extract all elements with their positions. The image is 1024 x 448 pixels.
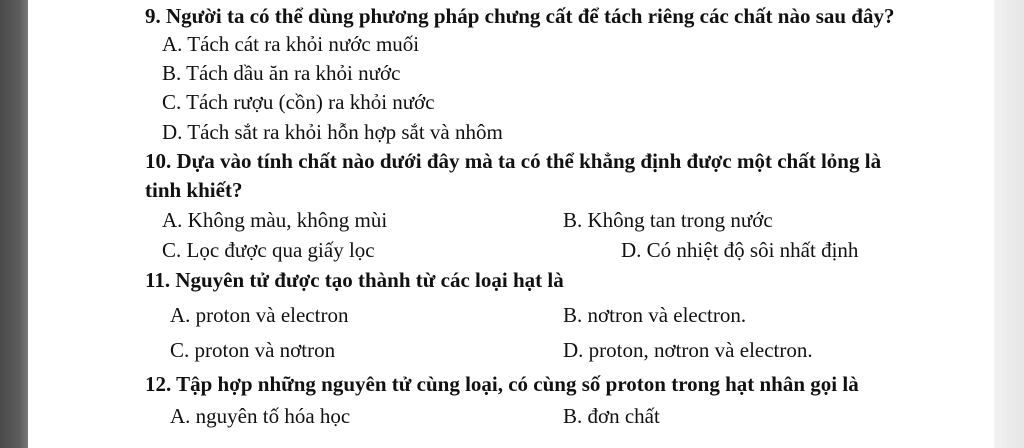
question-10-option-a: A. Không màu, không mùi (162, 208, 388, 232)
question-12-option-a: A. nguyên tố hóa học (170, 404, 351, 428)
question-11-option-b: B. nơtron và electron. (563, 303, 747, 327)
question-12-option-b: B. đơn chất (563, 404, 660, 428)
question-11-title: 11. Nguyên tử được tạo thành từ các loại hạt là (145, 268, 564, 292)
right-page-margin (994, 0, 1024, 448)
question-9-option-a: A. Tách cát ra khỏi nước muối (162, 32, 420, 56)
question-10-option-b: B. Không tan trong nước (563, 208, 773, 232)
question-11-option-a: A. proton và electron (170, 303, 349, 327)
question-10-title-line2: tinh khiết? (145, 178, 243, 202)
question-11-option-c: C. proton và nơtron (170, 338, 336, 362)
question-12-title: 12. Tập hợp những nguyên tử cùng loại, có cùng số proton trong hạt nhân gọi là (145, 372, 859, 396)
question-9-option-d: D. Tách sắt ra khỏi hỗn hợp sắt và nhôm (162, 120, 503, 144)
question-9-title: 9. Người ta có thể dùng phương pháp chưng cất để tách riêng các chất nào sau đây? (145, 4, 895, 28)
question-10-option-d: D. Có nhiệt độ sôi nhất định (621, 238, 859, 262)
question-10-option-c: C. Lọc được qua giấy lọc (162, 238, 375, 262)
question-10-title-line1: 10. Dựa vào tính chất nào dưới đây mà ta có thể khẳng định được một chất lỏng là (145, 149, 882, 173)
left-page-shadow (0, 0, 28, 448)
question-9-option-c: C. Tách rượu (cồn) ra khỏi nước (162, 90, 435, 114)
question-11-option-d: D. proton, nơtron và electron. (563, 338, 813, 362)
question-9-option-b: B. Tách dầu ăn ra khỏi nước (162, 61, 401, 85)
